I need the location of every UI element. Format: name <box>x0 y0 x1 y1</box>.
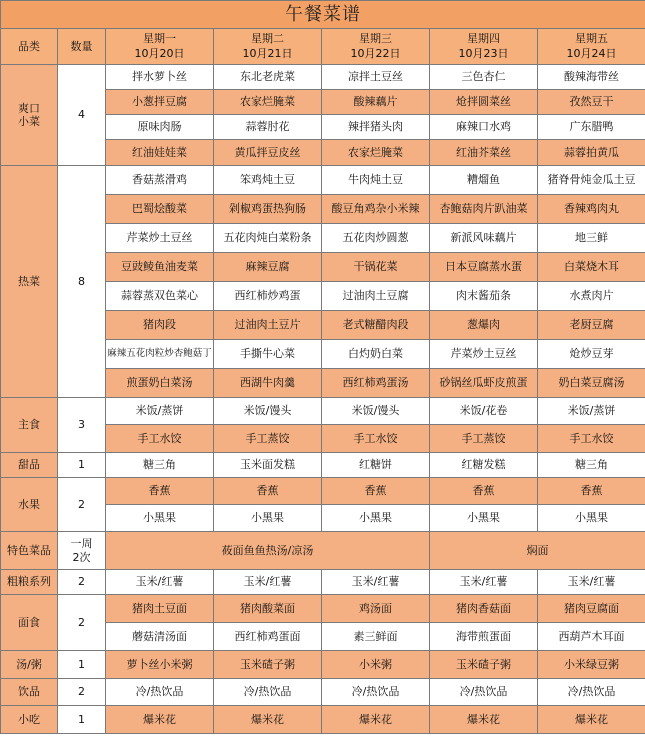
category-label: 甜品 <box>18 458 40 472</box>
dish-cell: 老厨豆腐 <box>538 311 645 340</box>
dish-cell: 香蕉 <box>214 478 322 505</box>
table-row <box>1 532 645 570</box>
category-label: 特色菜品 <box>7 543 51 557</box>
dish-cell: 小黑果 <box>430 505 538 532</box>
table-row <box>1 651 645 679</box>
dish-cell: 玉米/红薯 <box>106 570 214 595</box>
category-cell <box>1 65 58 166</box>
dish-cell: 牛肉炖土豆 <box>322 166 430 195</box>
category-label: 水果 <box>18 497 40 511</box>
dish-cell: 糖三角 <box>106 453 214 478</box>
quantity-value: 2次 <box>72 550 91 564</box>
dish-cell: 新派风味藕片 <box>430 224 538 253</box>
weekday-label: 星期一 <box>143 31 176 45</box>
dish-cell: 剁椒鸡蛋热狗肠 <box>214 195 322 224</box>
quantity-cell <box>58 453 106 478</box>
dish-cell: 过油肉土豆腐 <box>322 282 430 311</box>
dish-cell: 豆豉鲮鱼油麦菜 <box>106 253 214 282</box>
dish-cell: 爆米花 <box>430 706 538 734</box>
dish-cell: 猪肉香菇面 <box>430 595 538 623</box>
dish-cell: 糖三角 <box>538 453 645 478</box>
dish-cell: 爆米花 <box>538 706 645 734</box>
dish-cell: 辣拌猪头肉 <box>322 115 430 140</box>
category-label: 面食 <box>18 615 40 629</box>
quantity-value: 4 <box>78 108 85 122</box>
dish-cell: 小黑果 <box>538 505 645 532</box>
dish-cell: 手工水饺 <box>538 425 645 453</box>
category-label: 热菜 <box>18 274 40 288</box>
dish-cell: 过油肉土豆片 <box>214 311 322 340</box>
dish-cell: 小米绿豆粥 <box>538 651 645 679</box>
quantity-cell <box>58 532 106 570</box>
dish-cell: 肉末酱茄条 <box>430 282 538 311</box>
dish-cell: 手工水饺 <box>322 425 430 453</box>
dish-cell: 红油芥菜丝 <box>430 140 538 166</box>
table-row <box>1 595 645 623</box>
dish-cell: 黄瓜拌豆皮丝 <box>214 140 322 166</box>
dish-cell: 干锅花菜 <box>322 253 430 282</box>
dish-cell: 玉米/红薯 <box>538 570 645 595</box>
dish-cell: 炝炒豆芽 <box>538 340 645 369</box>
category-label: 粗粮系列 <box>7 575 51 589</box>
table-row <box>1 398 645 425</box>
dish-cell: 麻辣五花肉粒炒杏鲍菇丁 <box>106 340 214 369</box>
quantity-cell <box>58 595 106 651</box>
date-label: 10月20日 <box>134 46 185 60</box>
dish-cell: 五花肉炒圆葱 <box>322 224 430 253</box>
dish-cell: 麻辣口水鸡 <box>430 115 538 140</box>
category-label: 饮品 <box>18 685 40 699</box>
table-row <box>1 478 645 505</box>
quantity-cell <box>58 478 106 532</box>
dish-cell: 冷/热饮品 <box>430 679 538 706</box>
category-cell <box>1 595 58 651</box>
dish-cell: 手撕牛心菜 <box>214 340 322 369</box>
dish-cell: 原味肉肠 <box>106 115 214 140</box>
dish-cell: 手工水饺 <box>106 425 214 453</box>
dish-cell: 广东腊鸭 <box>538 115 645 140</box>
dish-cell: 香辣鸡肉丸 <box>538 195 645 224</box>
category-cell <box>1 706 58 734</box>
date-label: 10月24日 <box>566 46 617 60</box>
dish-cell: 爆米花 <box>106 706 214 734</box>
dish-cell: 猪肉豆腐面 <box>538 595 645 623</box>
dish-cell: 葱爆肉 <box>430 311 538 340</box>
category-cell <box>1 453 58 478</box>
quantity-cell <box>58 651 106 679</box>
dish-cell: 蒜蓉蒸双色菜心 <box>106 282 214 311</box>
dish-cell: 冷/热饮品 <box>322 679 430 706</box>
dish-cell: 米饭/花卷 <box>430 398 538 425</box>
dish-cell: 米饭/蒸饼 <box>106 398 214 425</box>
quantity-value: 1 <box>78 712 85 726</box>
dish-cell: 老式糖醋肉段 <box>322 311 430 340</box>
dish-cell: 香蕉 <box>430 478 538 505</box>
dish-cell: 孜然豆干 <box>538 90 645 115</box>
dish-cell: 炝拌圆菜丝 <box>430 90 538 115</box>
category-label: 汤/粥 <box>16 657 42 671</box>
weekday-label: 星期五 <box>575 31 608 45</box>
dish-cell: 玉米碴子粥 <box>430 651 538 679</box>
dish-cell: 爆米花 <box>214 706 322 734</box>
dish-cell: 笨鸡炖土豆 <box>214 166 322 195</box>
dish-cell: 煎蛋奶白菜汤 <box>106 369 214 398</box>
quantity-cell <box>58 570 106 595</box>
dish-cell: 爆米花 <box>322 706 430 734</box>
dish-cell: 水煮肉片 <box>538 282 645 311</box>
date-label: 10月21日 <box>242 46 293 60</box>
quantity-value: 2 <box>78 615 85 629</box>
dish-cell: 白灼奶白菜 <box>322 340 430 369</box>
table-row <box>1 570 645 595</box>
dish-cell: 米饭/馒头 <box>214 398 322 425</box>
dish-cell: 蘑菇清汤面 <box>106 623 214 651</box>
table-row <box>1 65 645 90</box>
table-row <box>1 166 645 195</box>
dish-cell: 蒜蓉肘花 <box>214 115 322 140</box>
dish-cell: 香蕉 <box>538 478 645 505</box>
quantity-value: 1 <box>78 657 85 671</box>
header-day <box>322 29 430 65</box>
dish-cell: 小黑果 <box>214 505 322 532</box>
dish-cell: 猪脊骨炖金瓜土豆 <box>538 166 645 195</box>
dish-cell: 酸辣藕片 <box>322 90 430 115</box>
special-dish-cell: 焖面 <box>430 532 645 570</box>
dish-cell: 香蕉 <box>322 478 430 505</box>
weekday-label: 星期三 <box>359 31 392 45</box>
dish-cell: 玉米碴子粥 <box>214 651 322 679</box>
dish-cell: 鸡汤面 <box>322 595 430 623</box>
category-label: 主食 <box>18 418 40 432</box>
dish-cell: 手工蒸饺 <box>430 425 538 453</box>
dish-cell: 芹菜炒土豆丝 <box>430 340 538 369</box>
dish-cell: 酸豆角鸡杂小米辣 <box>322 195 430 224</box>
category-cell <box>1 651 58 679</box>
dish-cell: 芹菜炒土豆丝 <box>106 224 214 253</box>
category-label: 小吃 <box>18 712 40 726</box>
dish-cell: 小黑果 <box>322 505 430 532</box>
header-quantity: 数量 <box>58 29 106 65</box>
dish-cell: 猪肉段 <box>106 311 214 340</box>
table-row <box>1 453 645 478</box>
category-label: 小菜 <box>18 115 40 128</box>
dish-cell: 香菇蒸滑鸡 <box>106 166 214 195</box>
table-row <box>1 679 645 706</box>
quantity-cell <box>58 65 106 166</box>
dish-cell: 猪肉酸菜面 <box>214 595 322 623</box>
dish-cell: 手工蒸饺 <box>214 425 322 453</box>
category-cell <box>1 570 58 595</box>
dish-cell: 白菜烧木耳 <box>538 253 645 282</box>
header-day <box>106 29 214 65</box>
dish-cell: 猪肉土豆面 <box>106 595 214 623</box>
table-row <box>1 706 645 734</box>
quantity-value: 2 <box>78 685 85 699</box>
dish-cell: 红糖发糕 <box>430 453 538 478</box>
dish-cell: 酸辣海带丝 <box>538 65 645 90</box>
date-label: 10月22日 <box>350 46 401 60</box>
dish-cell: 杏鲍菇肉片趴油菜 <box>430 195 538 224</box>
dish-cell: 三色杏仁 <box>430 65 538 90</box>
quantity-value: 一周 <box>70 537 93 551</box>
dish-cell: 东北老虎菜 <box>214 65 322 90</box>
category-cell <box>1 166 58 398</box>
dish-cell: 萝卜丝小米粥 <box>106 651 214 679</box>
dish-cell: 米饭/蒸饼 <box>538 398 645 425</box>
dish-cell: 西红柿鸡蛋面 <box>214 623 322 651</box>
dish-cell: 地三鲜 <box>538 224 645 253</box>
weekday-label: 星期四 <box>467 31 500 45</box>
dish-cell: 农家烂腌菜 <box>214 90 322 115</box>
dish-cell: 西湖牛肉羹 <box>214 369 322 398</box>
dish-cell: 冷/热饮品 <box>214 679 322 706</box>
dish-cell: 小葱拌豆腐 <box>106 90 214 115</box>
dish-cell: 砂锅丝瓜虾皮煎蛋 <box>430 369 538 398</box>
dish-cell: 玉米/红薯 <box>430 570 538 595</box>
dish-cell: 奶白菜豆腐汤 <box>538 369 645 398</box>
dish-cell: 糟熘鱼 <box>430 166 538 195</box>
dish-cell: 米饭/馒头 <box>322 398 430 425</box>
dish-cell: 红油娃娃菜 <box>106 140 214 166</box>
quantity-cell <box>58 398 106 453</box>
dish-cell: 拌水萝卜丝 <box>106 65 214 90</box>
dish-cell: 巴蜀烩酸菜 <box>106 195 214 224</box>
quantity-value: 2 <box>78 575 85 589</box>
dish-cell: 玉米面发糕 <box>214 453 322 478</box>
date-label: 10月23日 <box>458 46 509 60</box>
category-cell <box>1 398 58 453</box>
dish-cell: 香蕉 <box>106 478 214 505</box>
header-category: 品类 <box>1 29 58 65</box>
quantity-cell <box>58 166 106 398</box>
dish-cell: 五花肉炖白菜粉条 <box>214 224 322 253</box>
header-day <box>214 29 322 65</box>
quantity-value: 3 <box>78 418 85 432</box>
dish-cell: 冷/热饮品 <box>538 679 645 706</box>
quantity-cell <box>58 706 106 734</box>
dish-cell: 冷/热饮品 <box>106 679 214 706</box>
category-cell <box>1 532 58 570</box>
dish-cell: 凉拌土豆丝 <box>322 65 430 90</box>
header-day <box>430 29 538 65</box>
dish-cell: 农家烂腌菜 <box>322 140 430 166</box>
category-cell <box>1 679 58 706</box>
dish-cell: 小米粥 <box>322 651 430 679</box>
dish-cell: 红糖饼 <box>322 453 430 478</box>
quantity-value: 2 <box>78 497 85 511</box>
quantity-value: 1 <box>78 458 85 472</box>
dish-cell: 素三鲜面 <box>322 623 430 651</box>
dish-cell: 海带煎蛋面 <box>430 623 538 651</box>
dish-cell: 小黑果 <box>106 505 214 532</box>
category-cell <box>1 478 58 532</box>
dish-cell: 麻辣豆腐 <box>214 253 322 282</box>
header-day <box>538 29 645 65</box>
weekday-label: 星期二 <box>251 31 284 45</box>
dish-cell: 玉米/红薯 <box>322 570 430 595</box>
dish-cell: 蒜蓉拍黄瓜 <box>538 140 645 166</box>
special-dish-cell: 莜面鱼鱼热汤/凉汤 <box>106 532 430 570</box>
dish-cell: 西葫芦木耳面 <box>538 623 645 651</box>
quantity-value: 8 <box>78 274 85 288</box>
dish-cell: 西红柿炒鸡蛋 <box>214 282 322 311</box>
dish-cell: 西红柿鸡蛋汤 <box>322 369 430 398</box>
quantity-cell <box>58 679 106 706</box>
dish-cell: 日本豆腐蒸水蛋 <box>430 253 538 282</box>
menu-title: 午餐菜谱 <box>1 1 645 29</box>
dish-cell: 玉米/红薯 <box>214 570 322 595</box>
category-label: 爽口 <box>18 101 40 115</box>
